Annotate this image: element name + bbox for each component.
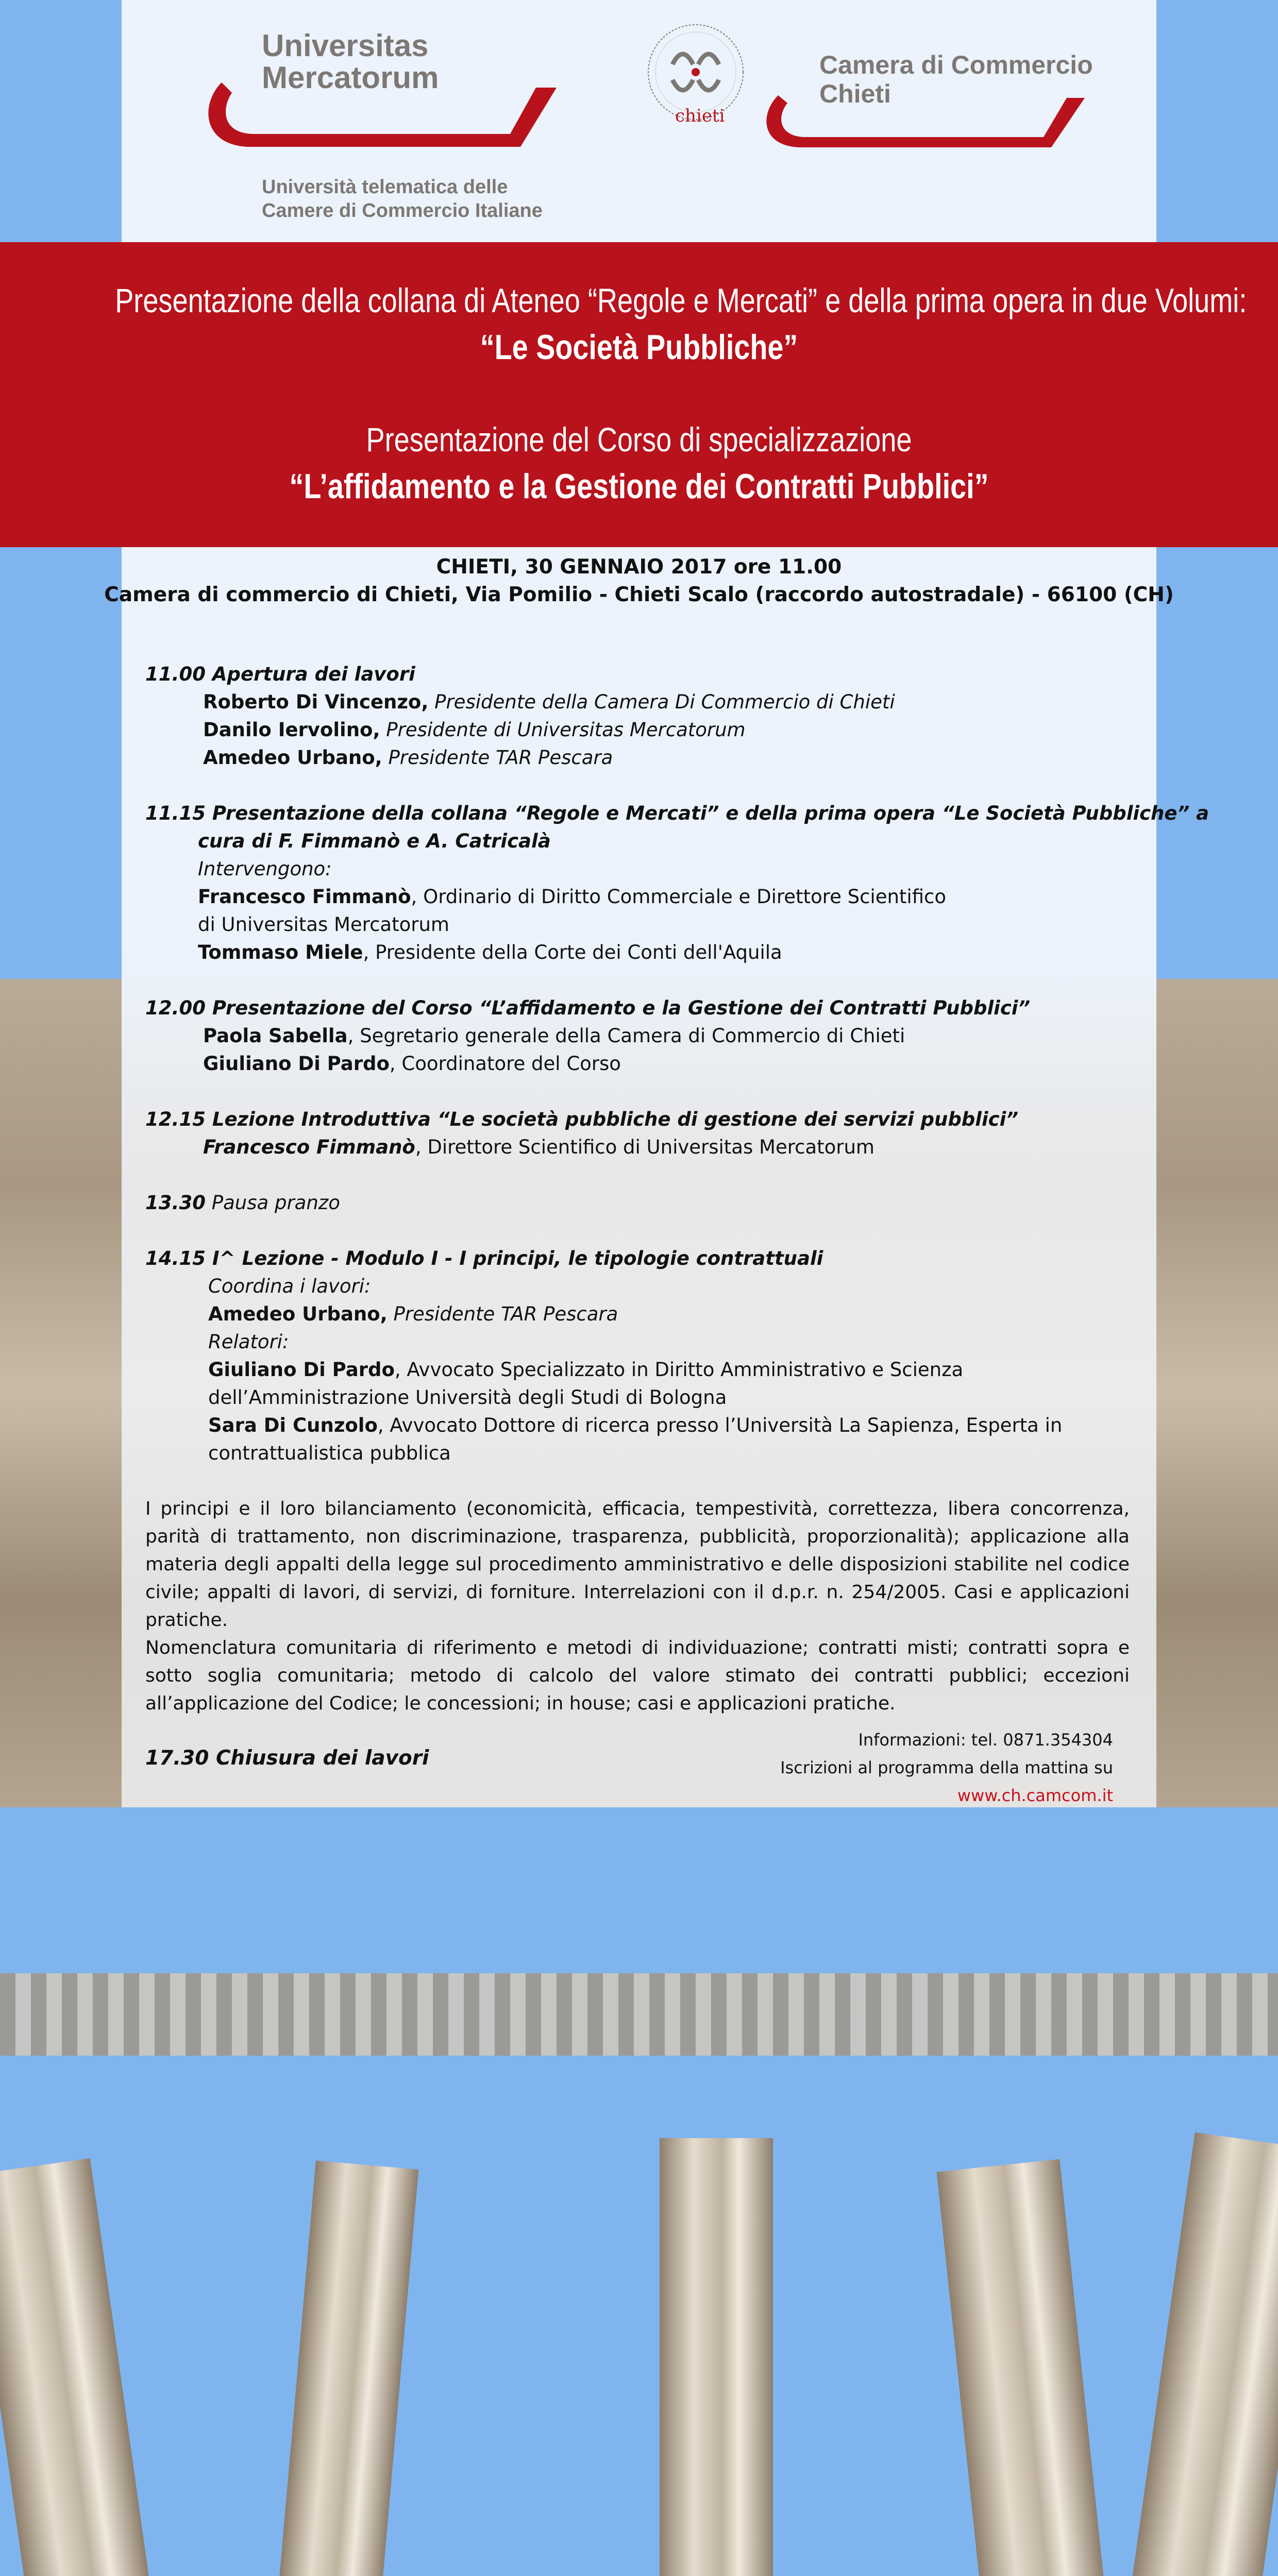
camera-swoosh-icon (763, 88, 1092, 157)
program-s2-head-line1: 11.15 Presentazione della collana “Regole e Mercati” e della prima opera “Le Società Pubbliche” a (145, 802, 1209, 824)
speaker-name: Giuliano Di Pardo (208, 1359, 395, 1381)
camera-name-line2: Chieti (819, 79, 891, 108)
mercatorum-swoosh-icon (201, 72, 562, 160)
description-paragraph-1: I principi e il loro bilanciamento (economicità, efficacia, tempestività, correttezza, libera concorrenza, parità di trattamento, non discriminazione, trasparenza, pubblicità, proporzionalità); applicazione alla materia degli appalti della legge sul procedimento amministrativo e delle disposizioni stabilite nel codice civile; appalti di lavori, di servizi, di forniture. Interrelazioni con il d.p.r. n. 254/2005. Casi e applicazioni pratiche. (145, 1498, 1130, 1631)
program-s2-intro: Intervengono: (198, 858, 332, 880)
banner-title-line3: Presentazione del Corso di specializzazione (366, 420, 912, 459)
speaker-role: , Avvocato Specializzato in Diritto Amministrativo e Scienza (394, 1359, 964, 1381)
program-s1-speaker2 (145, 716, 1130, 744)
contact-info (780, 1726, 1113, 1809)
program-s6-speaker2 (145, 1412, 1130, 1439)
speaker-role: Presidente TAR Pescara (387, 1303, 618, 1325)
speaker-name: Sara Di Cunzolo (208, 1414, 378, 1436)
program-s6-relatori: Relatori: (208, 1331, 289, 1353)
speaker-role: , Direttore Scientifico di Universitas Mercatorum (415, 1136, 875, 1158)
closing-session: 17.30 Chiusura dei lavori (145, 1747, 429, 1770)
program-time: 13.30 (145, 1192, 206, 1214)
program-s3-speaker1 (145, 1022, 1130, 1050)
speaker-name: Paola Sabella (203, 1025, 348, 1047)
speaker-role: , Segretario generale della Camera di Commercio di Chieti (347, 1025, 905, 1047)
mercatorum-subtitle-line2: Camere di Commercio Italiane (262, 200, 543, 222)
camera-seal-label: chieti (675, 106, 725, 126)
mercatorum-logo-subtitle (262, 175, 543, 223)
program-s1-speaker3 (145, 744, 1130, 772)
camera-name-line1: Camera di Commercio (819, 50, 1093, 79)
program-s3-speaker2 (145, 1050, 1130, 1078)
banner-title-line4: “L’affidamento e la Gestione dei Contratti Pubblici” (289, 467, 989, 506)
speaker-name: Amedeo Urbano, (203, 747, 382, 769)
program-s1-head: 11.00 Apertura dei lavori (145, 663, 415, 685)
program-s6-head: 14.15 I^ Lezione - Modulo I - I principi, le tipologie contrattuali (145, 1247, 823, 1269)
program-s4-speaker1 (145, 1133, 1130, 1161)
background-column (937, 2159, 1125, 2576)
speaker-name: Tommaso Miele (198, 941, 363, 963)
program-s3-head: 12.00 Presentazione del Corso “L’affidamento e la Gestione dei Contratti Pubblici” (145, 997, 1031, 1019)
event-address: Camera di commercio di Chieti, Via Pomilio - Chieti Scalo (raccordo autostradale) - 66100 (CH) (104, 583, 1174, 606)
info-registration: Iscrizioni al programma della mattina su (780, 1758, 1113, 1777)
program-s6-speaker1-role-cont: dell’Amministrazione Università degli Studi di Bologna (208, 1386, 727, 1409)
banner-title-line1: Presentazione della collana di Ateneo “Regole e Mercati” e della prima opera in due Volumi: (115, 281, 1247, 319)
program-s6-coordinator (145, 1300, 1130, 1328)
speaker-role: Presidente di Universitas Mercatorum (380, 719, 746, 741)
speaker-name: Francesco Fimmanò (203, 1136, 415, 1158)
program-s2-head-line2: cura di F. Fimmanò e A. Catricalà (198, 830, 551, 852)
program-s5 (145, 1189, 1130, 1217)
background-column (262, 2161, 419, 2576)
background-column (0, 2158, 177, 2576)
program-s6-speaker1 (145, 1356, 1130, 1384)
speaker-name: Danilo Iervolino, (203, 719, 380, 741)
program-s6-speaker2-role-cont: contrattualistica pubblica (208, 1442, 451, 1464)
speaker-name: Francesco Fimmanò (198, 886, 411, 908)
info-website-link[interactable]: www.ch.camcom.it (957, 1786, 1113, 1805)
speaker-role: , Presidente della Corte dei Conti dell'Aquila (363, 941, 782, 963)
program-s2-speaker1-role-cont: di Universitas Mercatorum (198, 913, 449, 936)
background-frieze (0, 1973, 1278, 2056)
speaker-role: , Coordinatore del Corso (389, 1053, 621, 1075)
program-s4-head: 12.15 Lezione Introduttiva “Le società pubbliche di gestione dei servizi pubblici” (145, 1108, 1019, 1130)
speaker-name: Roberto Di Vincenzo, (203, 691, 429, 713)
module-description (145, 1495, 1130, 1718)
event-date: CHIETI, 30 GENNAIO 2017 ore 11.00 (436, 555, 842, 579)
program-s2-speaker2 (145, 939, 1130, 967)
program-s1-speaker1 (145, 688, 1130, 716)
banner-title-line2: “Le Società Pubbliche” (480, 328, 798, 367)
program-s6-coord: Coordina i lavori: (208, 1275, 371, 1297)
background-column (1105, 2132, 1278, 2576)
speaker-role: , Avvocato Dottore di ricerca presso l’Università La Sapienza, Esperta in (377, 1414, 1063, 1436)
speaker-role: Presidente TAR Pescara (382, 747, 613, 769)
info-phone: Informazioni: tel. 0871.354304 (858, 1730, 1113, 1750)
speaker-role: , Ordinario di Diritto Commerciale e Direttore Scientifico (411, 886, 946, 908)
background-column (660, 2138, 773, 2576)
description-paragraph-2: Nomenclatura comunitaria di riferimento e metodi di individuazione; contratti misti; contratti sopra e sotto soglia comunitaria; metodo di calcolo del valore stimato dei contratti pubblici; eccezioni all’applicazione del Codice; le concessioni; in house; casi e applicazioni pratiche. (145, 1637, 1130, 1714)
mercatorum-name-line1: Universitas (262, 28, 429, 63)
speaker-name: Amedeo Urbano, (208, 1303, 388, 1325)
speaker-name: Giuliano Di Pardo (203, 1053, 390, 1075)
mercatorum-name-line2: Mercatorum (262, 60, 439, 95)
program-list (145, 660, 1209, 1467)
speaker-role: Presidente della Camera Di Commercio di Chieti (428, 691, 895, 713)
program-label: Pausa pranzo (206, 1192, 340, 1214)
mercatorum-subtitle-line1: Università telematica delle (262, 176, 508, 198)
program-s2-speaker1 (145, 883, 1130, 911)
